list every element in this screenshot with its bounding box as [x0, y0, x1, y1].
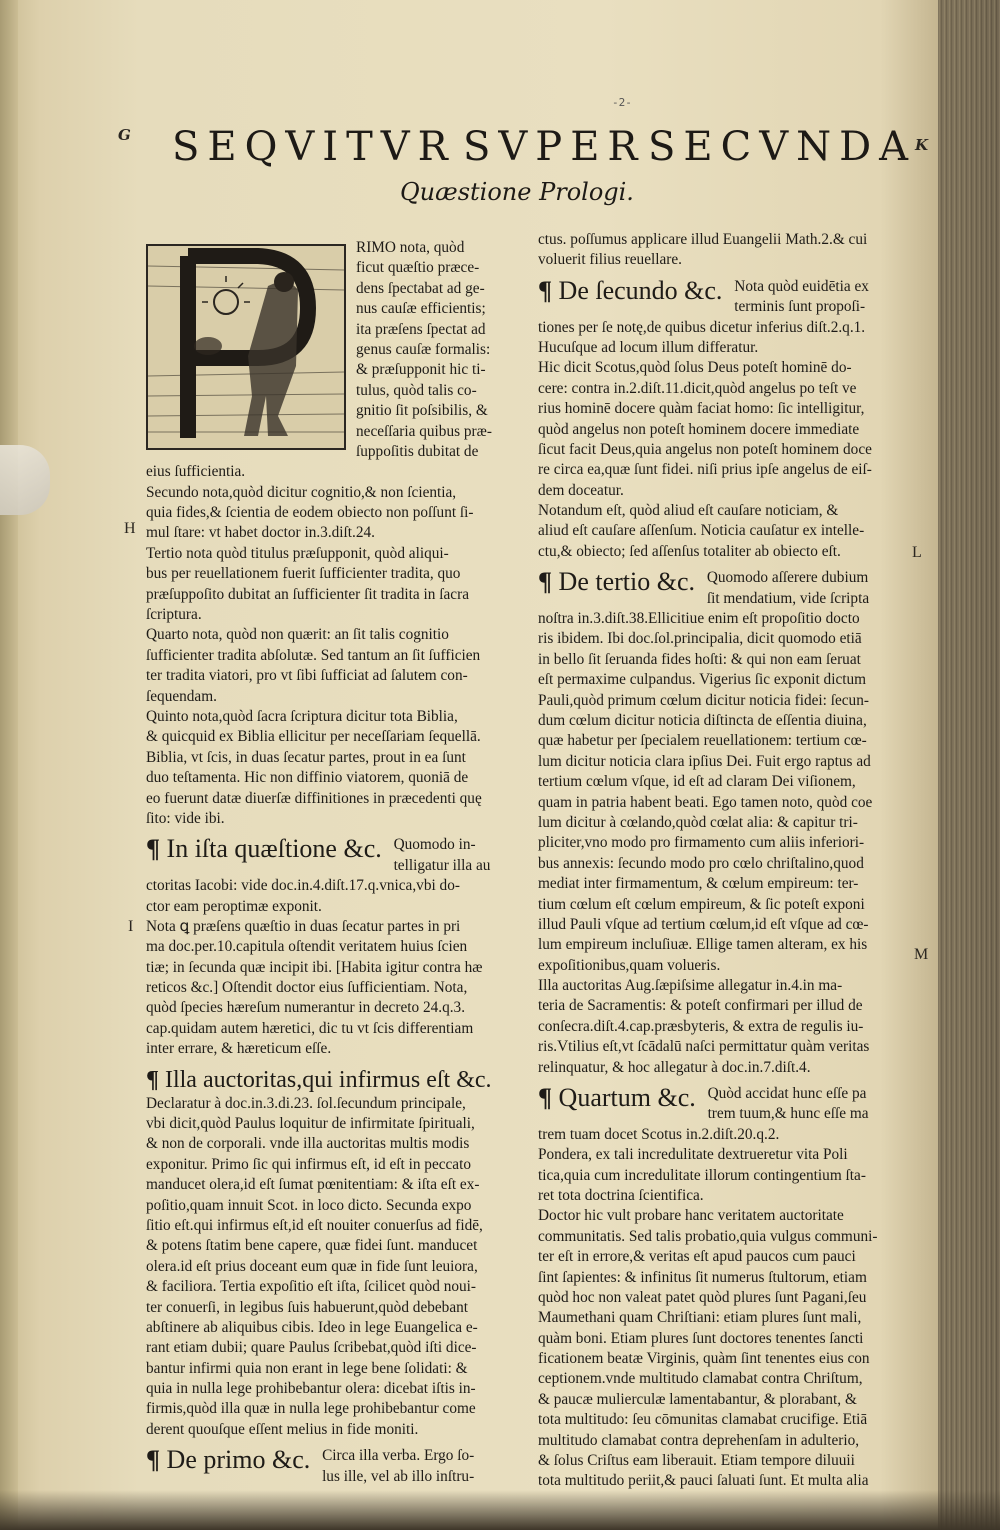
margin-letter-h: H [124, 520, 136, 537]
text-line: Quinto nota,quòd ſacra ſcriptura dicitur tota Biblia, [146, 707, 458, 725]
text-line: ſitio eſt.qui infirmus eſt,id eſt nouiter conuerſus ad fidē, [146, 1216, 483, 1234]
text-line: Nota quòd euidētia ex [734, 277, 869, 295]
text-line: tiæ; in ſecunda quæ incipit ibi. [Habita igitur contra hæ [146, 958, 483, 976]
paragraph [538, 609, 904, 1078]
text-line: eo fuerunt datæ diuerſæ diffinitiones in præcedenti quę [146, 789, 482, 807]
section-subtitle: Quæstione Prologi. [400, 178, 634, 206]
text-line: ſuppoſitis dubitat de [356, 442, 479, 460]
paragraph [538, 230, 904, 271]
heading-side-text [734, 277, 869, 318]
text-line: Quarto nota, quòd non quærit: an ſit talis cognitio [146, 626, 449, 644]
text-line: ter eſt in errore,& veritas eſt apud paucos cum pauci [538, 1248, 856, 1266]
heading-text: De ſecundo &c. [558, 275, 723, 305]
text-line: Declaratur à doc.in.3.di.23. ſol.ſecundum principale, [146, 1094, 466, 1112]
paragraph [538, 1125, 904, 1492]
text-line: inter errare, & hæreticum eſſe. [146, 1040, 332, 1058]
text-line: & paucæ mulierculæ lamentabantur, & plorabant, & [538, 1390, 857, 1408]
text-line: ter tradita viatori, pro vt ſibi ſufficiat ad ſalutem con- [146, 667, 468, 685]
paragraph [146, 1094, 518, 1441]
text-line: quia fides,& ſcientia de eodem obiecto non poſſunt ſi- [146, 504, 474, 522]
text-line: dens ſpectabat ad ge- [356, 279, 485, 297]
text-line: abſtinere ab aliquibus cibis. Ideo in lege Euangelica e- [146, 1318, 478, 1336]
text-line: derent quouſque eſſent melius in fide moniti. [146, 1420, 419, 1438]
text-line: conſecra.diſt.4.cap.præsbyteris, & extra de regulis iu- [538, 1017, 864, 1035]
margin-letter-m: M [914, 946, 929, 963]
text-line: & quicquid ex Biblia ellicitur per neceſſariam ſequellā. [146, 728, 481, 746]
text-line: & potens ſtatim bene capere, quæ fidei ſunt. manducet [146, 1237, 478, 1255]
text-line: firmis,quòd illa quæ in nulla lege prohibebantur come [146, 1400, 476, 1418]
text-line: Biblia, vt ſcis, in duas ſecatur partes, prout in ea ſunt [146, 748, 466, 766]
text-line: Circa illa verba. Ergo ſo- [322, 1447, 475, 1465]
text-line: eſt permaxime culpandus. Vigerius ſic exponit dictum [538, 671, 867, 689]
margin-letter-i: I [128, 918, 134, 935]
heading-text: In iſta quæſtione &c. [166, 834, 382, 864]
text-line: duo teſtamenta. Hic non diffinio viatorem, quoniā de [146, 769, 469, 787]
text-line: Quomodo aſſerere dubium [706, 569, 869, 587]
text-line: ficut quæſtio præce- [356, 259, 480, 277]
heading-side-text [394, 835, 491, 876]
text-line: rant etiam dubii; quare Paulus ſcribebat,quòd iſti dice- [146, 1339, 477, 1357]
left-section-marker: G [118, 126, 131, 144]
text-line: ficationem beatæ Virginis, quàm ſint tenentes eius con [538, 1350, 870, 1368]
text-line: bus per reuellationem fuerit ſufficienter tradita, quo [146, 565, 461, 583]
text-line: quam in patria habent beati. Ego tamen noto, quòd coe [538, 793, 873, 811]
text-line: lum dicitur noticia clara ipſius Dei. Fuit ergo raptus ad [538, 752, 871, 770]
text-line: ctu,& obiecto; ſed aſſenſus totaliter ab obiecto eſt. [538, 542, 841, 560]
heading-text: Illa auctoritas,qui infirmus eſt &c. [164, 1066, 492, 1093]
paragraph [146, 483, 518, 830]
text-line: quia in nulla lege prohibebantur olera: dicebat iſtis in- [146, 1380, 476, 1398]
section-heading-title [146, 1066, 492, 1094]
text-line: & faciliora. Tertia expoſitio eſt iſta, ſcilicet quòd noui- [146, 1278, 476, 1296]
text-line: Hic dicit Scotus,quòd ſolus Deus poteſt hominē do- [538, 359, 852, 377]
text-line: in bello ſit ſeruanda fides hoſti: & qui non eam ſeruat [538, 650, 861, 668]
pilcrow-icon: ¶ [538, 1083, 553, 1113]
text-line: dum cœlum dicitur noticia diſtincta de eſſentia diuina, [538, 711, 867, 729]
page-clip [0, 445, 50, 515]
text-line: noſtra in.3.diſt.38.Ellicitiue enim eſt propoſitio docto [538, 610, 860, 628]
text-line: Tertio nota quòd titulus præſupponit, quòd aliqui- [146, 544, 449, 562]
text-line: bantur infirmi quia non erant in lege bene ſolidati: & [146, 1359, 468, 1377]
text-line: ſicut facit Deus,quia angelus non poteſt hominem doce [538, 440, 872, 458]
section-heading-title [538, 568, 695, 596]
text-line: & præſupponit hic ti- [356, 361, 486, 379]
running-head [118, 118, 918, 168]
right-section-marker: K [915, 136, 929, 154]
text-line: ita præſens ſpectat ad [356, 320, 486, 338]
text-line: bus annexis: ſecundo modo pro cœlo chriſtalino,quod [538, 854, 864, 872]
section-heading [538, 568, 904, 609]
text-line: Pauli,quòd primum cœlum dicitur noticia fidei: ſecun- [538, 691, 869, 709]
text-line: relinquatur, & hoc allegatur à doc.in.7.diſt.4. [538, 1058, 811, 1076]
text-line: terminis ſunt propoſi- [734, 298, 866, 316]
text-line: ris.Vtilius eſt,vt ſcādalū naſci permittatur quàm veritas [538, 1038, 870, 1056]
pilcrow-icon: ¶ [146, 1445, 161, 1475]
text-line: exponitur. Primo ſic qui infirmus eſt, id eſt in peccato [146, 1155, 471, 1173]
text-line: ſito: vide ibi. [146, 809, 225, 827]
text-line: mul ſtare: vt habet doctor in.3.diſt.24. [146, 524, 375, 542]
text-line: RIMO nota, quòd [356, 239, 465, 256]
left-column [146, 238, 518, 1487]
text-line: quòd hoc non valeat patet quòd plures ſunt Pagani,ſeu [538, 1288, 867, 1306]
text-line: poſitio,quam innuit Scot. in loco dicto. Secunda expo [146, 1196, 472, 1214]
running-head-word-3: SECVNDA [648, 124, 917, 170]
heading-side-text [322, 1446, 474, 1487]
text-line: tulus, quòd talis co- [356, 381, 477, 399]
text-line: communitatis. Sed talis probatio,quia vulgus communi- [538, 1227, 878, 1245]
page-edge-stack [938, 0, 1000, 1530]
text-line: tium cœlum eſt cœlum empireum, & ſic poteſt exponi [538, 895, 865, 913]
running-head-word-1: SEQVITVR [172, 124, 456, 170]
text-line: teria de Sacramentis: & poteſt confirmari per illud de [538, 997, 863, 1015]
text-line: vbi dicit,quòd Paulus loquitur de infirmitate ſpirituali, [146, 1115, 475, 1133]
section-heading [538, 277, 904, 318]
text-line: voluerit filius reuellare. [538, 251, 682, 269]
text-line: ſequendam. [146, 687, 217, 705]
heading-text: De primo &c. [166, 1445, 311, 1475]
text-line: cere: contra in.2.diſt.11.dicit,quòd angelus po teſt ve [538, 379, 857, 397]
margin-letter-l: L [912, 544, 922, 561]
text-line: Quomodo in- [393, 836, 476, 854]
heading-side-text [708, 1084, 869, 1125]
text-line: trem tuam docet Scotus in.2.diſt.20.q.2. [538, 1125, 780, 1143]
text-line: tica,quia cum incredulitate illorum contingentium ſta- [538, 1166, 866, 1184]
text-line: pliciter,vno modo pro firmamento cum aliis inferiori- [538, 834, 865, 852]
text-line: neceſſaria quibus præ- [356, 422, 492, 440]
section-heading-title [538, 277, 722, 305]
page-bottom-shadow [0, 1490, 1000, 1530]
paragraph [538, 318, 904, 563]
text-line: & non de corporali. vnde illa auctoritas multis modis [146, 1135, 470, 1153]
decorated-initial-p [146, 244, 346, 450]
text-line: manducet olera,id eſt ſumat pœnitentiam: & iſta eſt ex- [146, 1176, 480, 1194]
heading-text: De tertio &c. [558, 567, 695, 597]
text-line: Nota ꝗ præſens quæſtio in duas ſecatur partes in pri [146, 917, 461, 935]
section-heading-title [146, 1446, 310, 1474]
text-line: quæ habetur per ſpecialem reuellationem: tertium cœ- [538, 732, 867, 750]
text-line: Notandum eſt, quòd aliud eſt cauſare noticiam, & [538, 502, 839, 520]
text-line: quàm boni. Etiam plures ſunt doctores tenentes ſancti [538, 1329, 864, 1347]
text-line: Quòd accidat hunc eſſe pa [707, 1085, 867, 1103]
text-line: tota multitudo: ſeu cōmunitas clamabat crucifige. Etiā [538, 1411, 868, 1429]
text-line: olera.id eſt prius doceant eum quæ in fide ſunt leuiora, [146, 1257, 478, 1275]
text-line: expoſitionibus,quam volueris. [538, 956, 721, 974]
pilcrow-icon: ¶ [538, 567, 553, 597]
text-line: ſcriptura. [146, 606, 202, 624]
section-heading [146, 835, 518, 876]
text-line: Maumethani quam Chriſtiani: etiam plures ſunt mali, [538, 1309, 862, 1327]
text-line: trem tuum,& hunc eſſe ma [707, 1105, 869, 1123]
text-line: Secundo nota,quòd dicitur cognitio,& non ſcientia, [146, 483, 457, 501]
section-heading [146, 1446, 518, 1487]
text-line: ret tota doctrina ſcientifica. [538, 1186, 704, 1204]
text-line: & ſolus Criſtus eam liberauit. Etiam tempore diluuii [538, 1452, 855, 1470]
text-line: quòd angelus non poteſt hominem docere immediate [538, 420, 860, 438]
page-gutter-shadow [0, 0, 18, 1530]
section-heading [538, 1084, 904, 1125]
section-heading-title [146, 835, 382, 863]
text-line: præſuppoſito dubitat an ſufficienter ſit tradita in ſacra [146, 585, 469, 603]
pilcrow-icon: ¶ [538, 275, 553, 305]
section-heading [146, 1066, 518, 1094]
text-line: dem doceatur. [538, 481, 624, 499]
right-column [538, 230, 904, 1492]
text-line: cap.quidam autem hæretici, dic tu vt ſcis differentiam [146, 1019, 474, 1037]
text-line: Pondera, ex tali incredulitate dextrueretur vita Poli [538, 1146, 848, 1164]
paragraph [146, 876, 518, 1060]
text-line: tertium cœlum vſque, id eſt ad claram Dei viſionem, [538, 773, 856, 791]
text-line: tota multitudo periit,& pauci ſaluati ſunt. Et multa alia [538, 1472, 869, 1490]
text-line: ctor eam peroptimæ exponit. [146, 897, 322, 915]
text-line: mediat inter firmamentum, & cœlum empireum: ter- [538, 875, 859, 893]
text-line: lus ille, vel ab illo inſtru- [322, 1467, 475, 1485]
woodcut-illustration [148, 246, 344, 448]
text-line: Illa auctoritas Aug.ſæpiſsime allegatur in.4.in ma- [538, 977, 843, 995]
text-line: Doctor hic vult probare hanc veritatem auctoritate [538, 1207, 844, 1225]
text-line: reticos &c.] Oſtendit doctor eius ſufficientiam. Nota, [146, 979, 468, 997]
text-line: lum dicitur à cœlando,quòd cœlat alia: & capitur tri- [538, 813, 858, 831]
running-head-word-2: SVPER [463, 124, 646, 170]
text-line: nus cauſæ efficientis; [356, 300, 486, 318]
text-line: ſint ſapientes: & infinitus ſit numerus ſtultorum, etiam [538, 1268, 867, 1286]
pilcrow-icon: ¶ [146, 1066, 159, 1093]
text-line: ſufficienter tradita abſolutæ. Sed tantum an ſit ſufficien [146, 646, 481, 664]
text-line: ter conuerſi, in legibus ſuis habuerunt,quòd debebant [146, 1298, 469, 1316]
text-line: eius ſufficientia. [146, 463, 246, 481]
text-line: genus cauſæ formalis: [356, 340, 491, 358]
heading-side-text [707, 568, 869, 609]
text-line: illud Pauli vſque ad tertium cœlum,id eſt vſque ad cœ- [538, 915, 869, 933]
text-line: telligatur illa au [393, 856, 491, 874]
text-line: gnitio ſit poſsibilis, & [356, 402, 488, 420]
text-line: rius hominē docere quàm faciat homo: ſic intelligitur, [538, 400, 865, 418]
text-line: ceptionem.vnde multitudo clamabat contra Chriſtum, [538, 1370, 863, 1388]
text-line: ma doc.per.10.capitula oſtendit veritatem huius ſcien [146, 938, 468, 956]
text-line: ctus. poſſumus applicare illud Euangelii Math.2.& cui [538, 231, 868, 248]
text-line: aliud eſt cauſare aſſenſum. Noticia cauſatur ex intelle- [538, 522, 865, 540]
text-line: tiones per ſe notę,de quibus dicetur inferius diſt.2.q.1. [538, 318, 866, 336]
text-line: re circa ea,quæ ſunt fidei. niſi prius ipſe angelus de eiſ- [538, 461, 872, 479]
text-line: ctoritas Iacobi: vide doc.in.4.diſt.17.q.vnica,vbi do- [146, 877, 460, 895]
text-line: multitudo clamabat contra deprehenſam in adulterio, [538, 1431, 860, 1449]
signature-mark: -2- [612, 96, 632, 109]
text-line: lum empireum incluſiuæ. Ellige tamen alteram, ex his [538, 936, 868, 954]
text-line: quòd ſpecies hæreſum numerantur in decreto 24.q.3. [146, 999, 466, 1017]
text-line: ris ibidem. Ibi doc.ſol.principalia, dicit quomodo etiā [538, 630, 862, 648]
text-line: ſit mendatium, vide ſcripta [706, 589, 870, 607]
text-line: Hucuſque ad locum illum differatur. [538, 338, 759, 356]
section-heading-title [538, 1084, 696, 1112]
pilcrow-icon: ¶ [146, 834, 161, 864]
heading-text: Quartum &c. [558, 1083, 696, 1113]
